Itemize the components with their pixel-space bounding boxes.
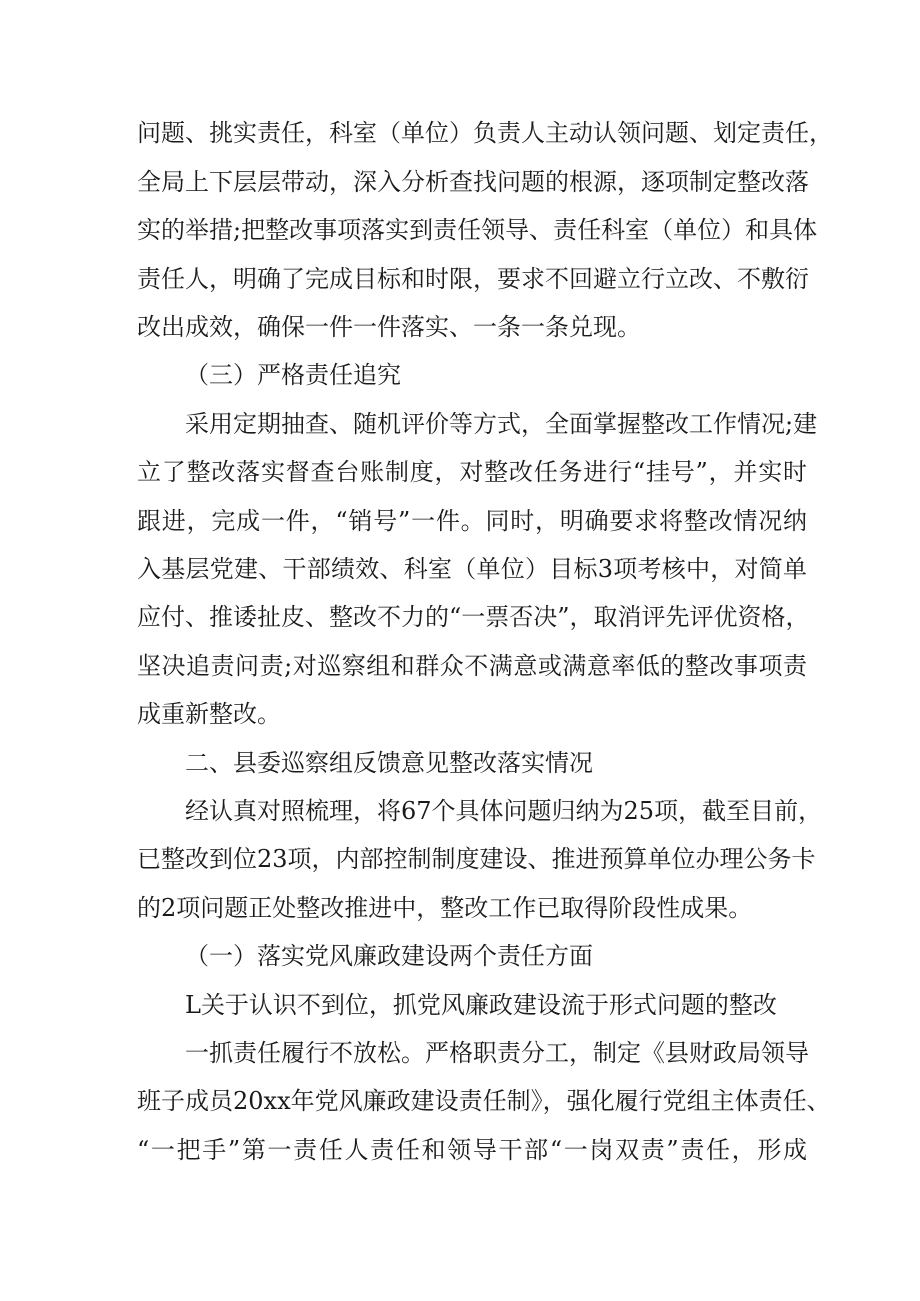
- paragraph-line: 的2项问题正处整改推进中，整改工作已取得阶段性成果。: [137, 894, 753, 922]
- paragraph-line: 入基层党建、干部绩效、科室（单位）目标3项考核中，对简单: [137, 555, 807, 583]
- paragraph-line: 班子成员20xx年党风廉政建设责任制》，强化履行党组主体责任、: [137, 1087, 831, 1115]
- section-heading: 二、县委巡察组反馈意见整改落实情况: [185, 749, 593, 777]
- paragraph-line: 一抓责任履行不放松。严格职责分工，制定《县财政局领导: [185, 1039, 809, 1067]
- paragraph-line: 经认真对照梳理，将67个具体问题归纳为25项，截至目前，: [185, 797, 823, 825]
- paragraph-line: 采用定期抽查、随机评价等方式，全面掌握整改工作情况;建: [185, 410, 818, 438]
- paragraph-line: 应付、推诿扯皮、整改不力的“一票否决”，取消评先评优资格，: [137, 603, 810, 631]
- paragraph-line: 已整改到位23项，内部控制制度建设、推进预算单位办理公务卡: [137, 845, 816, 873]
- paragraph-line: “一把手”第一责任人责任和领导干部“一岗双责”责任，形成: [137, 1136, 807, 1164]
- subsection-heading: （一）落实党风廉政建设两个责任方面: [185, 942, 593, 970]
- paragraph-line: 责任人，明确了完成目标和时限，要求不回避立行立改、不敷衍: [137, 265, 809, 293]
- paragraph-line: 跟进，完成一件，“销号”一件。同时，明确要求将整改情况纳: [137, 507, 807, 535]
- section-heading: （三）严格责任追究: [185, 361, 401, 389]
- paragraph-line: 坚决追责问责;对巡察组和群众不满意或满意率低的整改事项责: [137, 652, 807, 680]
- paragraph-line: 问题、挑实责任，科室（单位）负责人主动认领问题、划定责任，: [137, 119, 833, 147]
- paragraph-line: 改出成效，确保一件一件落实、一条一条兑现。: [137, 313, 641, 341]
- paragraph-line: 成重新整改。: [137, 700, 281, 728]
- paragraph-line: 全局上下层层带动，深入分析查找问题的根源，逐项制定整改落: [137, 168, 809, 196]
- paragraph-line: 实的举措;把整改事项落实到责任领导、责任科室（单位）和具体: [137, 216, 818, 244]
- item-heading: L关于认识不到位，抓党风廉政建设流于形式问题的整改: [185, 991, 777, 1019]
- paragraph-line: 立了整改落实督查台账制度，对整改任务进行“挂号”，并实时: [137, 458, 807, 486]
